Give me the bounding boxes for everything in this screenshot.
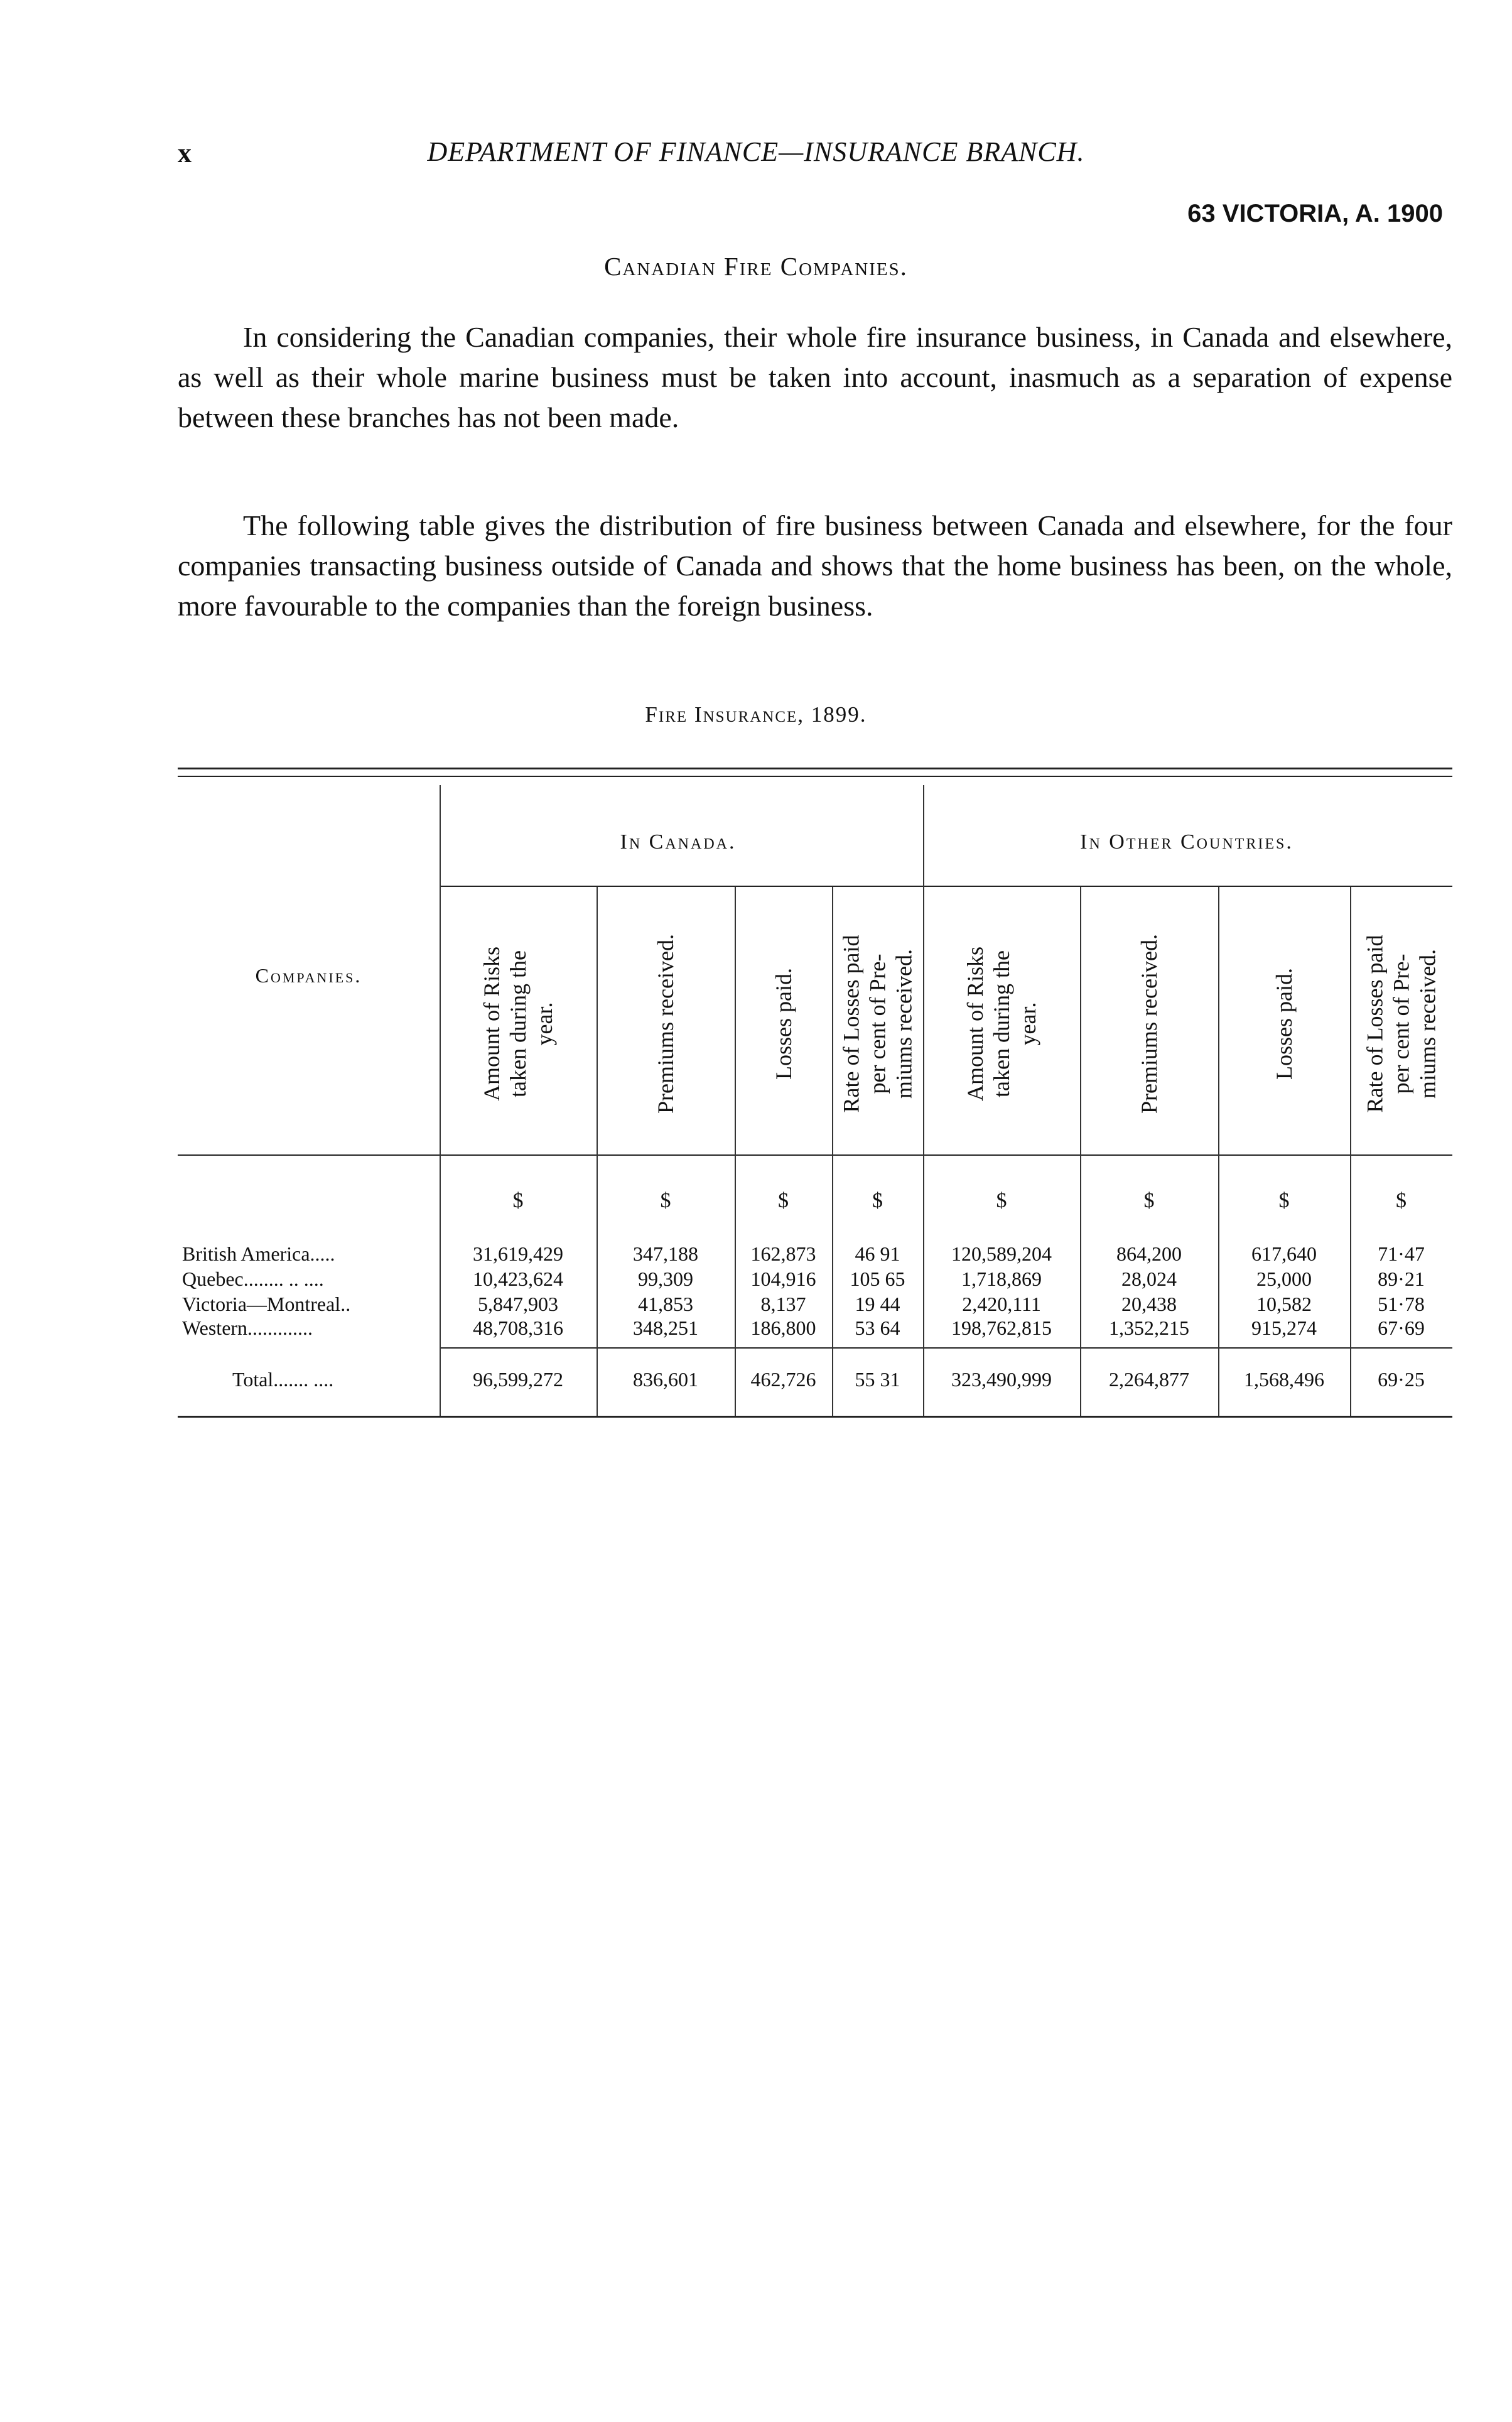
table-cell: 915,274	[1251, 1317, 1317, 1339]
total-cell: 323,490,999	[951, 1368, 1052, 1391]
column-header-text: Premiums received.	[653, 934, 679, 1114]
currency-symbol: $	[1396, 1189, 1407, 1212]
total-cell: 1,568,496	[1244, 1368, 1324, 1391]
currency-symbol: $	[1278, 1189, 1290, 1212]
table-title: Fire Insurance, 1899.	[645, 702, 867, 727]
header-bottom-rule	[178, 1154, 1452, 1156]
table-cell: 104,916	[750, 1268, 816, 1290]
currency-symbol: $	[512, 1189, 524, 1212]
table-cell: 53 64	[855, 1317, 900, 1339]
table-cell: 198,762,815	[951, 1317, 1052, 1339]
table-top-rule-2	[178, 776, 1452, 777]
column-header-text: Premiums received.	[1137, 934, 1162, 1114]
table-cell: 186,800	[750, 1317, 816, 1339]
table-cell: 10,423,624	[473, 1268, 563, 1290]
currency-symbol: $	[1143, 1189, 1155, 1212]
table-cell: 99,309	[638, 1268, 693, 1290]
table-cell: 89·21	[1378, 1268, 1425, 1290]
table-cell: 8,137	[760, 1293, 806, 1315]
total-cell: 462,726	[750, 1368, 816, 1391]
table-cell: 19 44	[855, 1293, 900, 1315]
total-cell: 55 31	[855, 1368, 900, 1391]
table-cell: 10,582	[1256, 1293, 1312, 1315]
group-header-other: In Other Countries.	[1080, 830, 1293, 854]
total-label: Total....... ....	[232, 1368, 334, 1391]
column-header	[440, 898, 597, 1149]
body-rule	[440, 1347, 1452, 1349]
table-cell: 46 91	[855, 1242, 900, 1265]
table-cell: 28,024	[1121, 1268, 1177, 1290]
table-cell: 347,188	[633, 1242, 698, 1265]
column-header-text: Amount of Risks taken during the year.	[963, 946, 1040, 1102]
column-header	[1218, 898, 1350, 1149]
column-header	[1080, 898, 1218, 1149]
column-header-text: Rate of Losses paid per cent of Pre- miums received.	[838, 935, 917, 1113]
currency-symbol: $	[778, 1189, 789, 1212]
table-cell: 48,708,316	[473, 1317, 563, 1339]
total-cell: 69·25	[1378, 1368, 1425, 1391]
table-cell: 41,853	[638, 1293, 693, 1315]
company-name: Victoria—Montreal..	[182, 1293, 351, 1315]
column-header-text: Losses paid.	[770, 968, 796, 1080]
table-cell: 31,619,429	[473, 1242, 563, 1265]
table-cell: 162,873	[750, 1242, 816, 1265]
table-cell: 348,251	[633, 1317, 698, 1339]
paragraph-1: In considering the Canadian companies, their whole fire insurance business, in Canada and elsewhere, as well as their whole marine business must be taken into account, inasmuch as a separation of expense between these branches has not been made.	[178, 321, 1452, 433]
running-title: DEPARTMENT OF FINANCE—INSURANCE BRANCH.	[427, 136, 1085, 167]
table-cell: 67·69	[1378, 1317, 1425, 1339]
table-cell: 1,352,215	[1109, 1317, 1189, 1339]
companies-header: Companies.	[255, 964, 362, 987]
page-number: x	[178, 138, 192, 168]
currency-symbol: $	[660, 1189, 671, 1212]
table-cell: 105 65	[850, 1268, 905, 1290]
total-cell: 836,601	[633, 1368, 698, 1391]
group-rule	[440, 886, 1452, 887]
session-label: 63 VICTORIA, A. 1900	[1187, 200, 1443, 227]
company-name: British America.....	[182, 1242, 335, 1265]
table-cell: 617,640	[1251, 1242, 1317, 1265]
table-cell: 5,847,903	[478, 1293, 558, 1315]
total-cell: 96,599,272	[473, 1368, 563, 1391]
total-cell: 2,264,877	[1109, 1368, 1189, 1391]
section-heading: Canadian Fire Companies.	[604, 252, 908, 281]
table-bottom-rule	[178, 1416, 1452, 1418]
currency-symbol: $	[872, 1189, 883, 1212]
group-header-canada: In Canada.	[620, 830, 737, 854]
table-cell: 20,438	[1121, 1293, 1177, 1315]
column-header	[735, 898, 832, 1149]
table-top-rule	[178, 768, 1452, 769]
table-cell: 2,420,111	[962, 1293, 1041, 1315]
column-header	[923, 898, 1080, 1149]
column-header	[832, 898, 923, 1149]
column-header	[1350, 898, 1452, 1149]
table-cell: 864,200	[1116, 1242, 1182, 1265]
table-cell: 71·47	[1378, 1242, 1425, 1265]
paragraph-2: The following table gives the distribution of fire business between Canada and elsewhere, for the four companies transacting business outside of Canada and shows that the home business has been, on the whole, more favourable to the companies than the foreign business.	[178, 509, 1452, 622]
table-cell: 120,589,204	[951, 1242, 1052, 1265]
company-name: Western.............	[182, 1317, 313, 1339]
column-header-text: Losses paid.	[1271, 968, 1297, 1080]
company-name: Quebec........ .. ....	[182, 1268, 324, 1290]
table-cell: 51·78	[1378, 1293, 1425, 1315]
column-header-text: Amount of Risks taken during the year.	[479, 946, 557, 1102]
table-cell: 25,000	[1256, 1268, 1312, 1290]
column-header	[597, 898, 735, 1149]
currency-symbol: $	[996, 1189, 1007, 1212]
column-header-text: Rate of Losses paid per cent of Pre- miums received.	[1362, 935, 1440, 1113]
table-cell: 1,718,869	[961, 1268, 1042, 1290]
